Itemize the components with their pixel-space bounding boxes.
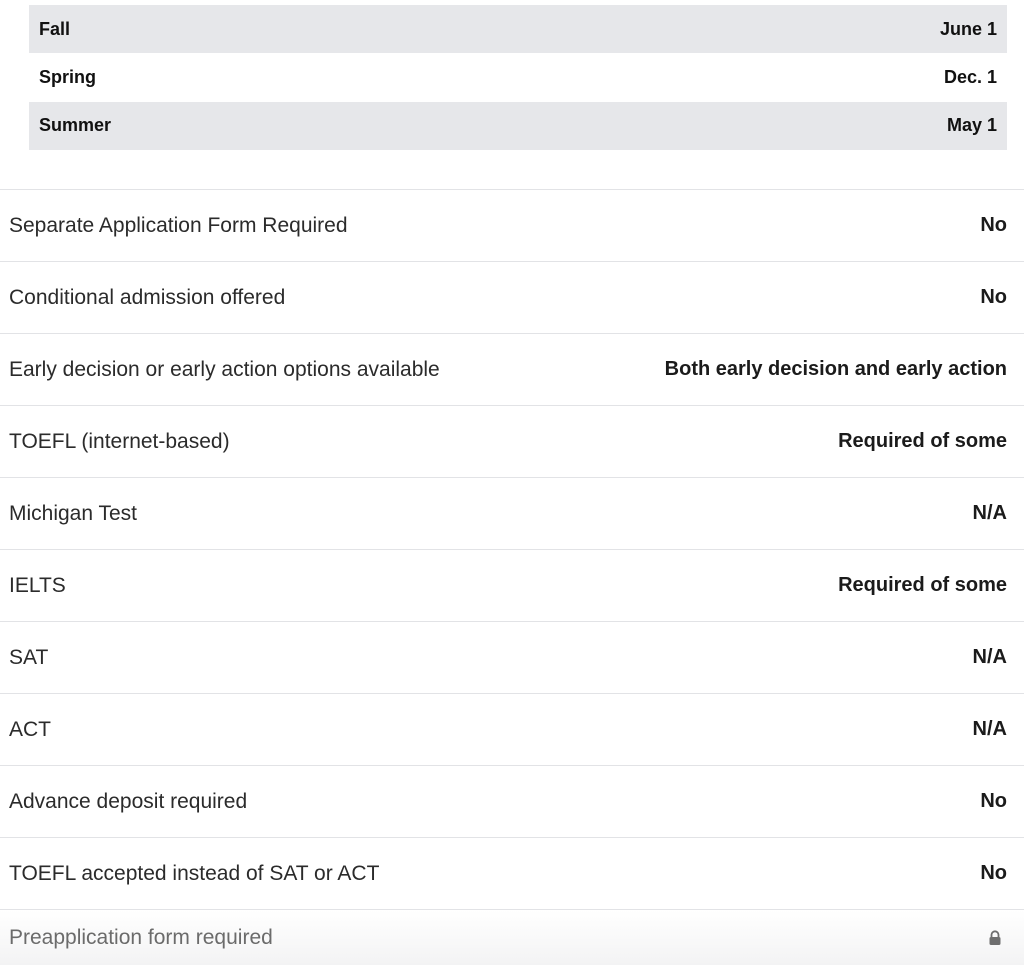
requirements-list	[0, 189, 1024, 909]
deadline-term: Summer	[39, 115, 112, 136]
requirement-label: IELTS	[9, 573, 66, 597]
deadline-date: June 1	[939, 18, 997, 39]
requirement-label: Separate Application Form Required	[9, 213, 348, 237]
requirement-value: N/A	[972, 646, 1007, 668]
requirement-row	[0, 261, 1024, 333]
requirement-value: No	[980, 286, 1007, 308]
deadline-row-spring	[29, 53, 1007, 101]
deadline-row-fall	[29, 5, 1007, 53]
requirement-value: Required of some	[838, 574, 1007, 596]
deadline-date: May 1	[946, 115, 997, 136]
requirement-row	[0, 405, 1024, 477]
requirement-label: Michigan Test	[9, 501, 138, 525]
requirement-label: Conditional admission offered	[9, 285, 286, 309]
requirement-value: N/A	[972, 718, 1007, 740]
requirement-row	[0, 693, 1024, 765]
requirement-row	[0, 477, 1024, 549]
deadline-date: Dec. 1	[943, 66, 997, 87]
requirement-value: N/A	[972, 502, 1007, 524]
locked-requirement-row[interactable]	[0, 909, 1024, 965]
requirement-label: ACT	[9, 717, 51, 741]
requirement-label: Preapplication form required	[9, 925, 273, 949]
requirement-label: TOEFL (internet-based)	[9, 429, 230, 453]
requirement-value: Required of some	[838, 430, 1007, 452]
deadline-row-summer	[29, 102, 1007, 150]
requirement-row	[0, 765, 1024, 837]
requirement-row	[0, 621, 1024, 693]
deadline-table	[29, 5, 1007, 150]
requirement-row	[0, 333, 1024, 405]
lock-icon[interactable]	[988, 930, 1002, 946]
requirement-label: SAT	[9, 645, 49, 669]
requirement-value: Both early decision and early action	[664, 358, 1007, 380]
requirement-value: No	[980, 790, 1007, 812]
requirement-row	[0, 837, 1024, 909]
requirement-value: No	[980, 214, 1007, 236]
requirement-row	[0, 549, 1024, 621]
requirement-label: Early decision or early action options available	[9, 357, 440, 381]
requirement-label: Advance deposit required	[9, 789, 248, 813]
deadline-term: Fall	[39, 18, 71, 39]
requirement-label: TOEFL accepted instead of SAT or ACT	[9, 861, 380, 885]
requirement-value: No	[980, 862, 1007, 884]
requirement-row	[0, 189, 1024, 261]
deadline-term: Spring	[39, 66, 96, 87]
